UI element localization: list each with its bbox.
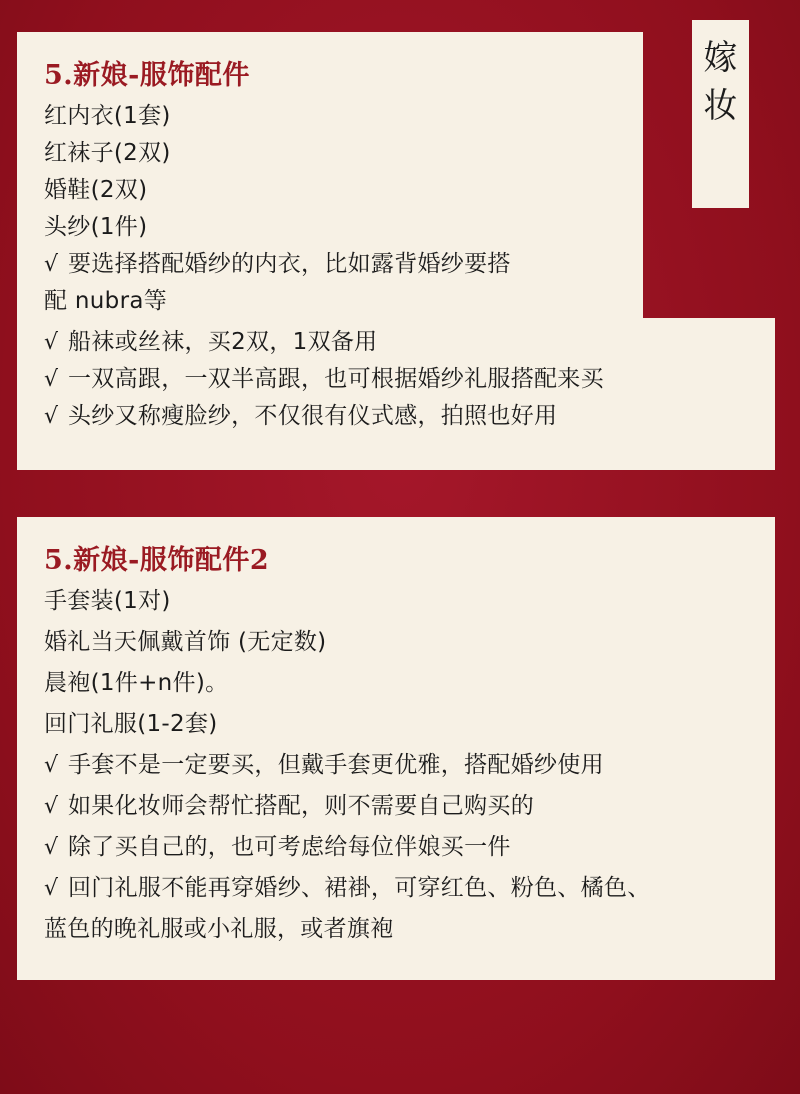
list-item: 红内衣(1套) xyxy=(44,103,171,129)
note-text: 头纱又称瘦脸纱，不仅很有仪式感，拍照也好用 xyxy=(68,403,558,429)
card-1-title: 5.新娘-服饰配件 xyxy=(44,60,250,91)
note-item xyxy=(44,788,651,825)
check-icon: √ xyxy=(44,753,59,778)
check-icon: √ xyxy=(44,367,59,392)
side-tag-char-1: 嫁 xyxy=(703,38,738,78)
check-icon: √ xyxy=(44,876,59,901)
card-2-title: 5.新娘-服饰配件2 xyxy=(44,545,270,576)
note-item xyxy=(44,829,651,866)
note-continuation: 蓝色的晚礼服或小礼服，或者旗袍 xyxy=(44,916,394,942)
list-item: 婚礼当天佩戴首饰 (无定数) xyxy=(44,629,327,655)
list-item: 婚鞋(2双) xyxy=(44,177,148,203)
note-item xyxy=(44,324,604,361)
side-tag-char-2: 妆 xyxy=(703,86,738,126)
card-1-content xyxy=(44,58,604,435)
list-item: 晨袍(1件+n件)。 xyxy=(44,670,229,696)
check-icon: √ xyxy=(44,252,59,277)
note-text: 除了买自己的，也可考虑给每位伴娘买一件 xyxy=(68,834,511,860)
note-text: 手套不是一定要买，但戴手套更优雅，搭配婚纱使用 xyxy=(68,752,604,778)
note-text: 如果化妆师会帮忙搭配，则不需要自己购买的 xyxy=(68,793,534,819)
list-item: 头纱(1件) xyxy=(44,214,148,240)
note-item xyxy=(44,870,651,907)
note-continuation: 配 nubra等 xyxy=(44,288,168,314)
list-item: 手套装(1对) xyxy=(44,588,171,614)
note-text: 回门礼服不能再穿婚纱、裙褂，可穿红色、粉色、橘色、 xyxy=(68,875,651,901)
note-text: 要选择搭配婚纱的内衣，比如露背婚纱要搭 xyxy=(68,251,511,277)
card-2-content xyxy=(44,543,651,948)
note-text: 一双高跟，一双半高跟，也可根据婚纱礼服搭配来买 xyxy=(68,366,604,392)
list-item: 回门礼服(1-2套) xyxy=(44,711,218,737)
check-icon: √ xyxy=(44,794,59,819)
note-item xyxy=(44,246,604,283)
check-icon: √ xyxy=(44,404,59,429)
list-item: 红袜子(2双) xyxy=(44,140,171,166)
note-text: 船袜或丝袜，买2双，1双备用 xyxy=(68,329,378,355)
check-icon: √ xyxy=(44,330,59,355)
check-icon: √ xyxy=(44,835,59,860)
side-tag-dowry xyxy=(692,20,749,208)
note-item xyxy=(44,361,604,398)
note-item xyxy=(44,747,651,784)
note-item xyxy=(44,398,604,435)
